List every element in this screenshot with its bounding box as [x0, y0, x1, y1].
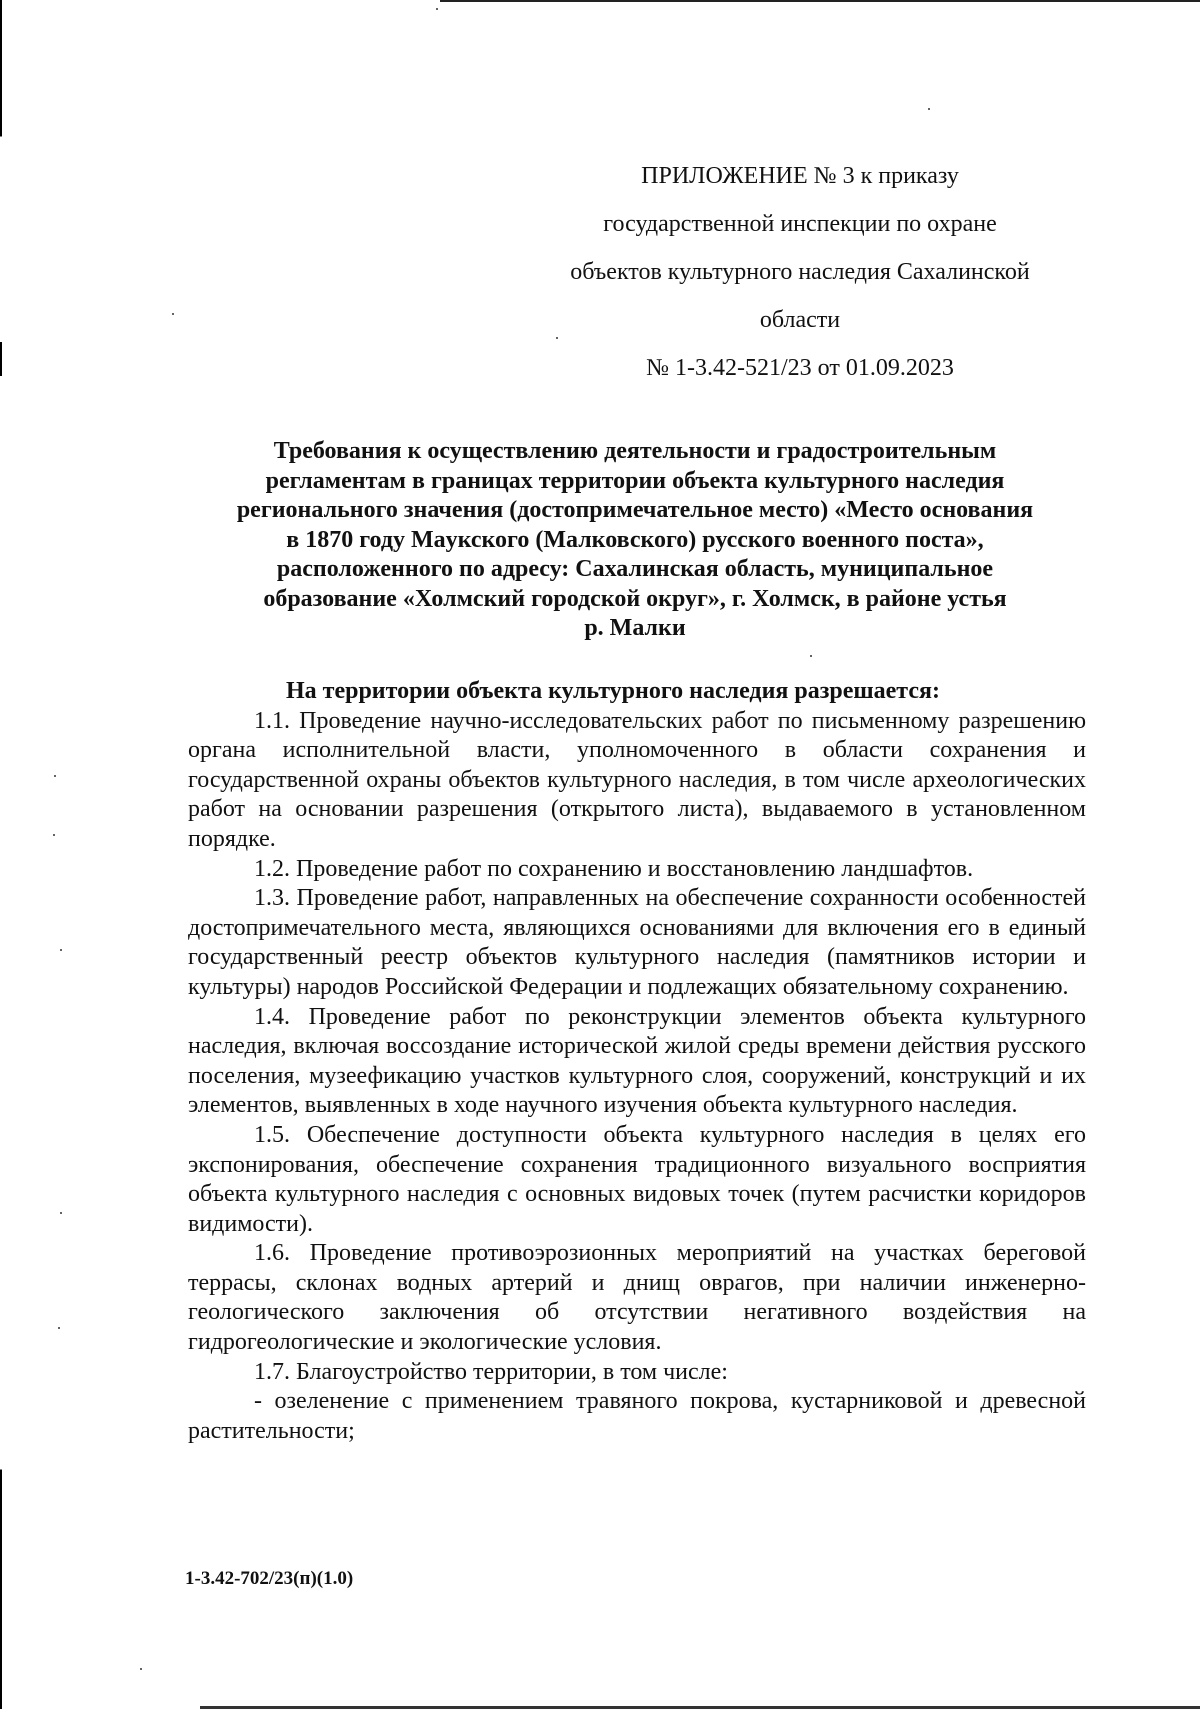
document-body — [188, 677, 1086, 1446]
scan-speck — [810, 655, 812, 657]
title-line: расположенного по адресу: Сахалинская область, муниципальное — [276, 556, 994, 582]
paragraph-1-6: 1.6. Проведение противоэрозионных мероприятий на участках береговой террасы, склонах водных артерий и днищ оврагов, при наличии инженерно-геологического заключения об отсутствии негативного воздействия на гидрогеологические и экологические условия. — [188, 1240, 1086, 1356]
scan-speck — [60, 1212, 62, 1214]
scan-speck — [53, 834, 55, 836]
paragraph-1-7: 1.7. Благоустройство территории, в том числе: — [254, 1358, 728, 1385]
appendix-line-4: области — [759, 307, 841, 333]
list-item-landscaping: - озеленение с применением травяного покрова, кустарниковой и древесной растительности; — [188, 1388, 1086, 1444]
paragraph-1-5: 1.5. Обеспечение доступности объекта культурного наследия в целях его экспонирования, обеспечение сохранения традиционного визуального восприятия объекта культурного наследия с основных видовых точек (путем расчистки коридоров видимости). — [188, 1121, 1086, 1237]
title-line: регионального значения (достопримечательное место) «Место основания — [236, 497, 1034, 523]
appendix-header — [520, 152, 1080, 392]
title-line: р. Малки — [584, 615, 686, 641]
scan-speck — [58, 1327, 60, 1329]
scan-speck — [60, 949, 62, 951]
title-line: в 1870 году Мaукского (Малковского) русского военного поста», — [286, 526, 984, 553]
document-code: 1-3.42-702/23(п)(1.0) — [185, 1568, 354, 1589]
section-heading: На территории объекта культурного наследия разрешается: — [286, 678, 940, 704]
paragraph-1-3: 1.3. Проведение работ, направленных на обеспечение сохранности особенностей достопримечательного места, являющихся основаниями для включения его в единый государственный реестр объектов культурного наследия (памятников истории и культуры) народов Российской Федерации и подлежащих обязательному сохранению. — [188, 885, 1086, 1000]
appendix-line-3: объектов культурного наследия Сахалинской — [570, 259, 1030, 285]
appendix-line-5: № 1-3.42-521/23 от 01.09.2023 — [646, 355, 954, 381]
title-line: Требования к осуществлению деятельности и градостроительным — [273, 438, 997, 464]
paragraph-1-4: 1.4. Проведение работ по реконструкции элементов объекта культурного наследия, включая воссоздание исторической жилой среды времени действия русского поселения, музеефикацию участков культурного слоя, сооружений, конструкций и их элементов, выявленных в ходе научного изучения объекта культурного наследия. — [188, 1003, 1086, 1119]
scan-speck — [172, 313, 174, 315]
appendix-line-2: государственной инспекции по охране — [603, 211, 997, 237]
scan-speck — [140, 1668, 142, 1670]
scan-speck — [436, 8, 438, 10]
paragraph-1-2: 1.2. Проведение работ по сохранению и восстановлению ландшафтов. — [254, 855, 974, 882]
title-line: образование «Холмский городской округ», г. Холмск, в районе устья — [263, 585, 1007, 612]
title-line: регламентам в границах территории объекта культурного наследия — [265, 467, 1005, 494]
appendix-line-1: ПРИЛОЖЕНИЕ № 3 к приказу — [641, 163, 959, 189]
scan-edge-left — [0, 0, 2, 1709]
document-title — [175, 437, 1095, 644]
scan-edge-top — [440, 0, 1200, 2]
scan-speck — [54, 775, 56, 777]
paragraph-1-1: 1.1. Проведение научно-исследовательских работ по письменному разрешению органа исполнительной власти, уполномоченного в области сохранения и государственной охраны объектов культурного наследия, в том числе археологических работ на основании разрешения (открытого листа), выдаваемого в установленном порядке. — [188, 707, 1086, 852]
scan-speck — [928, 108, 930, 110]
